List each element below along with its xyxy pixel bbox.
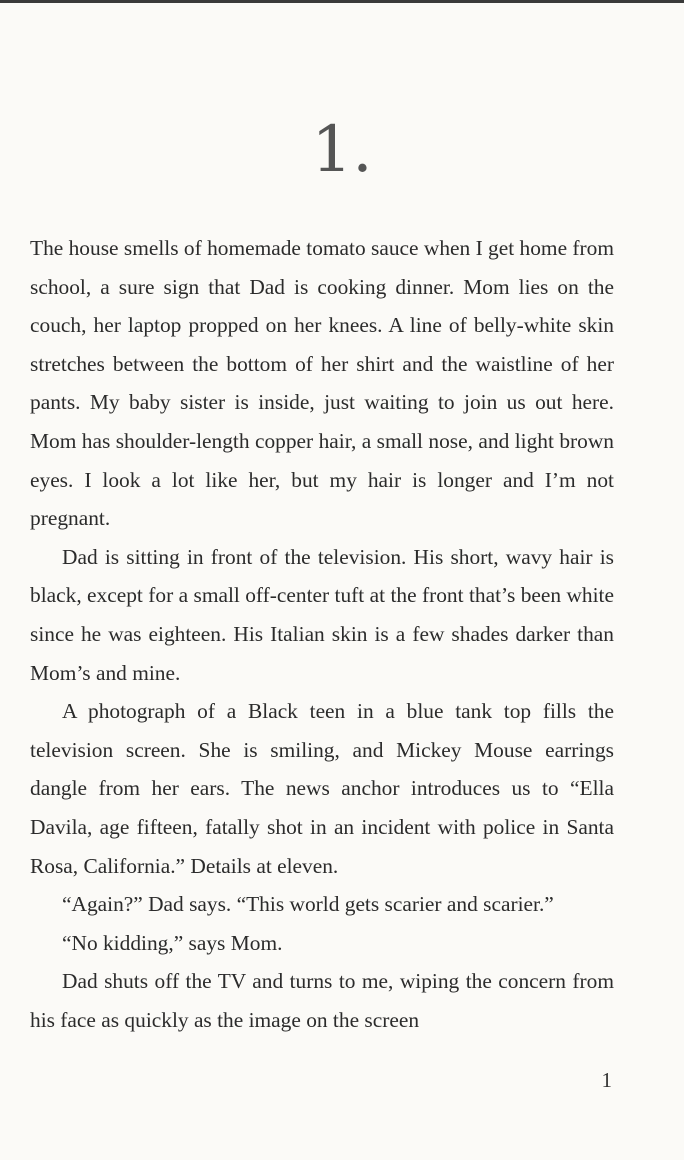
paragraph: “Again?” Dad says. “This world gets scarier and scarier.” xyxy=(62,892,554,917)
page-number: 1 xyxy=(601,1068,612,1092)
paragraph: A photograph of a Black teen in a blue tank top fills the television screen. She is smiling, and Mickey Mouse earrings dangle from her ears. The news anchor introduces us to “Ella Davila, age fifteen, fatally shot in an incident with police in Santa Rosa, California.” Details at eleven. xyxy=(30,699,614,878)
paragraph: The house smells of homemade tomato sauce when I get home from school, a sure sign that Dad is cooking dinner. Mom lies on the couch, her laptop propped on her knees. A line of belly-white skin stretches between the bottom of her shirt and the waistline of her pants. My baby sister is inside, just waiting to join us out here. Mom has shoulder-length copper hair, a small nose, and light brown eyes. I look a lot like her, but my hair is longer and I’m not pregnant. xyxy=(30,236,614,531)
paragraph: “No kidding,” says Mom. xyxy=(62,930,283,955)
chapter-number: 1. xyxy=(311,113,373,187)
paragraph: Dad shuts off the TV and turns to me, wiping the concern from his face as quickly as the image on the screen xyxy=(30,969,614,1032)
body-text xyxy=(30,229,614,1039)
top-edge-rule xyxy=(0,0,684,3)
paragraph: Dad is sitting in front of the television. His short, wavy hair is black, except for a small off-center tuft at the front that’s been white since he was eighteen. His Italian skin is a few shades darker than Mom’s and mine. xyxy=(30,544,614,685)
